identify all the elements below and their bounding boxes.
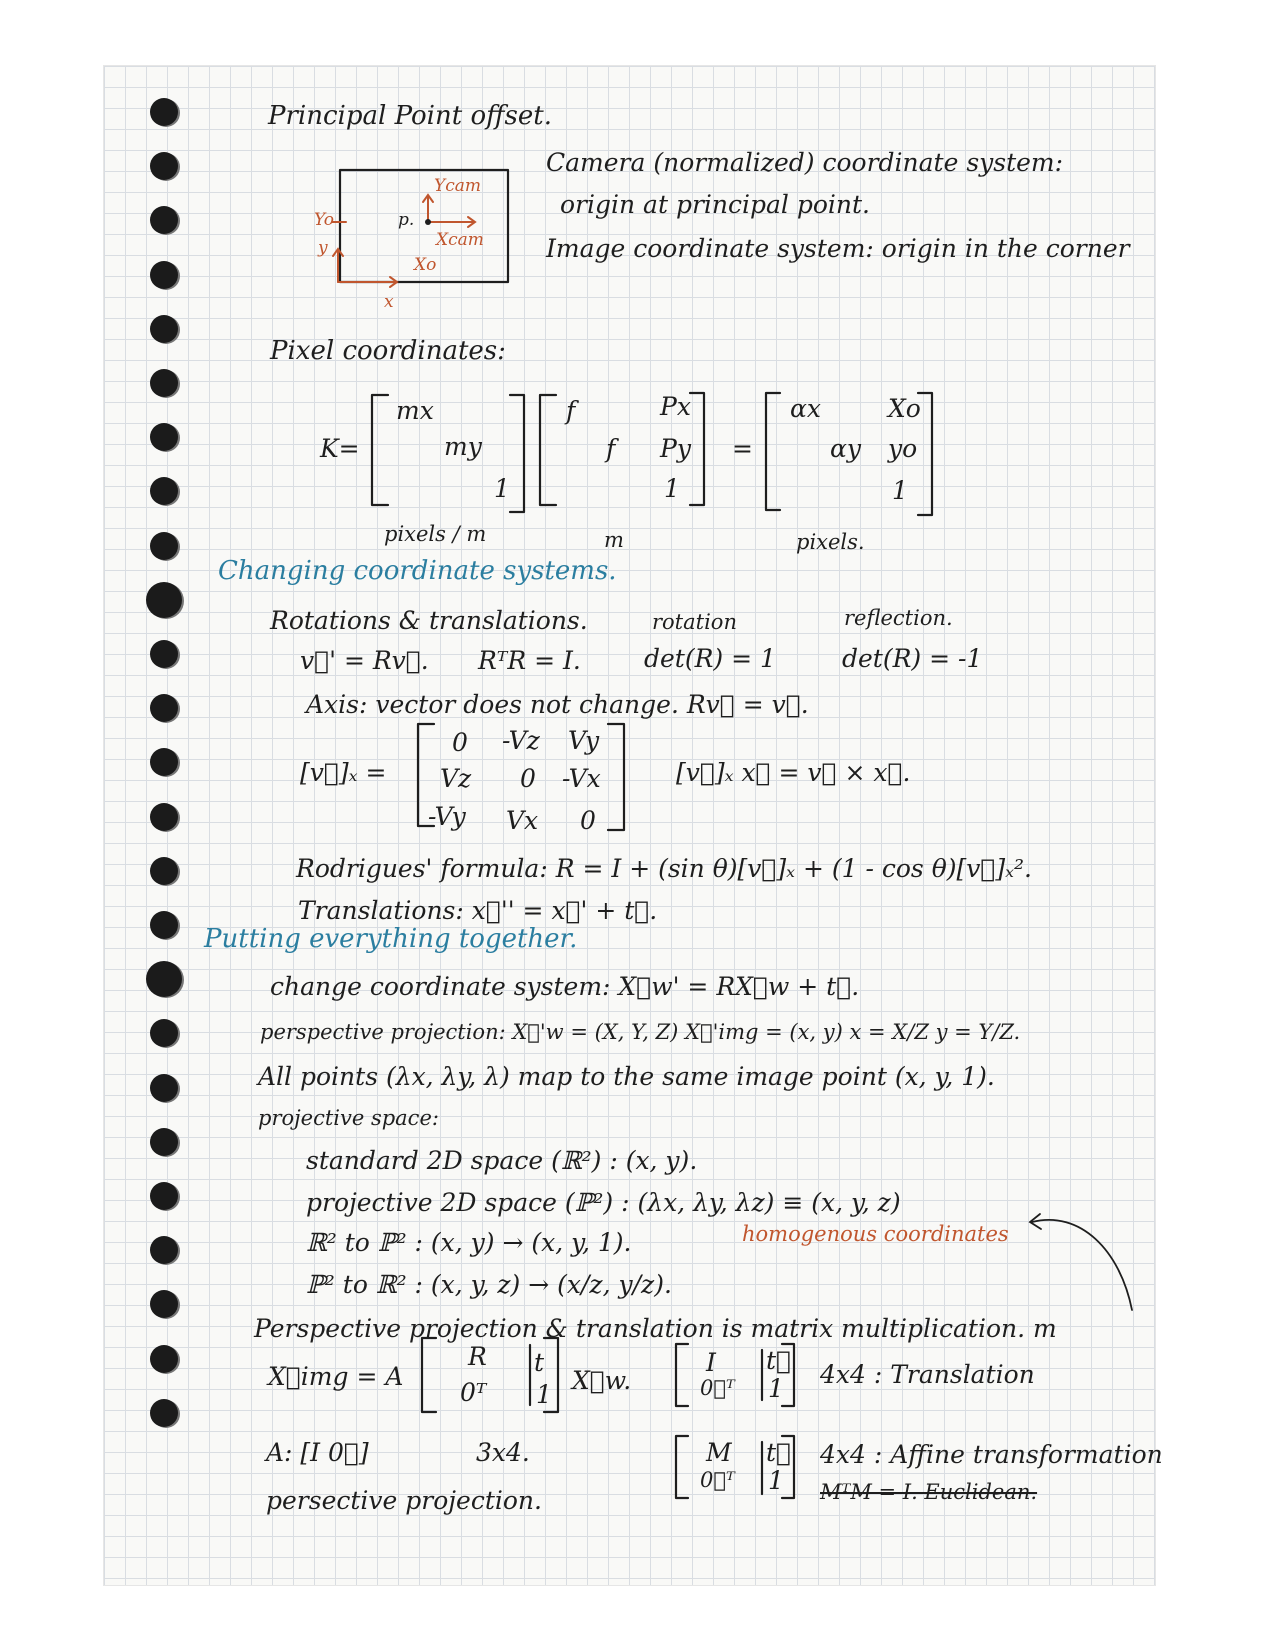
equals-sign: =: [732, 434, 753, 463]
eq-rotation: v⃗' = Rv⃗.: [300, 646, 429, 675]
note-all-points: All points (λx, λy, λ) map to the same image point (x, y, 1).: [258, 1062, 995, 1091]
note-camera-coords: Camera (normalized) coordinate system:: [546, 148, 1064, 177]
eq-a-definition: A: [I 0⃗]: [266, 1438, 369, 1467]
bracket: [676, 1436, 688, 1498]
diagram-label-x: x: [384, 292, 394, 312]
matrix-cell: Py: [660, 434, 691, 463]
k-label: K=: [320, 434, 360, 463]
matrix-cell: t: [534, 1348, 545, 1377]
matrix-cell: -Vz: [502, 726, 540, 755]
note-projective-space: projective space:: [258, 1106, 439, 1130]
diagram-label-xcam: Xcam: [436, 230, 484, 250]
bracket: [372, 395, 388, 505]
matrix-cell: Xo: [888, 394, 921, 423]
diagram-label-ycam: Ycam: [434, 176, 481, 196]
eq-det-reflection: det(R) = -1: [842, 644, 983, 673]
matrix-cell: 0: [452, 728, 468, 757]
matrix-cell: f: [606, 434, 616, 463]
bracket: [766, 393, 780, 510]
matrix-cell: 1: [494, 474, 510, 503]
matrix-cell: 1: [536, 1380, 552, 1409]
diagram-label-p: p.: [398, 210, 415, 230]
matrix-cell: -Vy: [428, 802, 466, 831]
note-standard-2d: standard 2D space (ℝ²) : (x, y).: [306, 1146, 698, 1175]
matrix-cell: Vy: [568, 726, 600, 755]
note-a-dim: 3x4.: [476, 1438, 530, 1467]
matrix-cell: Px: [660, 392, 691, 421]
matrix-cell: Vz: [440, 764, 472, 793]
eq-cross-product: [v⃗]ₓ x⃗ = v⃗ × x⃗.: [676, 758, 911, 787]
eq-orthogonal: RᵀR = I.: [478, 646, 581, 675]
matrix-cell: I: [706, 1348, 716, 1377]
matrix-cell: t⃗: [766, 1438, 792, 1467]
note-projective-2d: projective 2D space (ℙ²) : (λx, λy, λz) ≡ (x, y, z): [306, 1188, 901, 1217]
note-axis: Axis: vector does not change. Rv⃗ = v⃗.: [306, 690, 809, 719]
note-origin-principal: origin at principal point.: [560, 190, 870, 219]
matrix-cell: 0⃗ᵀ: [700, 1468, 735, 1492]
bracket: [510, 395, 524, 512]
unit-m: m: [604, 528, 624, 552]
bracket: [690, 393, 704, 505]
matrix-cell: 0⃗ᵀ: [700, 1376, 735, 1400]
bracket: [676, 1344, 688, 1406]
heading-changing-coordinate-systems: Changing coordinate systems.: [218, 556, 617, 586]
matrix-cell: 0ᵀ: [460, 1378, 487, 1407]
diagram-label-y: y: [318, 238, 328, 258]
matrix-cell: M: [706, 1438, 732, 1467]
matrix-cell: yo: [888, 434, 918, 463]
unit-pixels-per-m: pixels / m: [384, 522, 487, 546]
label-homogenous-coordinates: homogenous coordinates: [742, 1222, 1009, 1246]
cross-matrix-label: [v⃗]ₓ =: [300, 758, 387, 787]
note-translation: 4x4 : Translation: [820, 1360, 1035, 1389]
matrix-cell: αx: [790, 394, 821, 423]
note-p2-to-r2: ℙ² to ℝ² : (x, y, z) → (x/z, y/z).: [306, 1270, 672, 1299]
note-perspective-projection-a: persective projection.: [266, 1486, 542, 1515]
matrix-cell: mx: [396, 396, 434, 425]
matrix-cell: Vx: [506, 806, 539, 835]
section-title-pixel-coords: Pixel coordinates:: [270, 336, 506, 366]
unit-pixels: pixels.: [796, 530, 865, 554]
bracket: [608, 724, 624, 830]
matrix-cell: 0: [580, 806, 596, 835]
label-rotation: rotation: [652, 610, 737, 634]
heading-putting-together: Putting everything together.: [204, 924, 578, 954]
matrix-cell: 1: [768, 1466, 784, 1495]
note-rotations-translations: Rotations & translations.: [270, 606, 588, 635]
matrix-cell: 0: [520, 764, 536, 793]
note-image-coords: Image coordinate system: origin in the corner: [546, 234, 1130, 263]
matrix-cell: my: [444, 432, 482, 461]
eq-ximg: X⃗img = A: [268, 1362, 404, 1391]
matrix-cell: R: [468, 1342, 487, 1371]
eq-xw: X⃗w.: [572, 1366, 632, 1395]
note-affine: 4x4 : Affine transformation: [820, 1440, 1163, 1469]
note-struck-euclidean: MᵀM = I. Euclidean.: [820, 1480, 1038, 1504]
diagram-label-xo: Xo: [414, 255, 437, 275]
matrix-cell: t⃗: [766, 1346, 792, 1375]
matrix-cell: 1: [768, 1374, 784, 1403]
section-title-principal-point: Principal Point offset.: [268, 101, 552, 131]
matrix-cell: f: [566, 396, 576, 425]
bracket: [422, 1338, 436, 1412]
label-reflection: reflection.: [844, 606, 953, 630]
note-r2-to-p2: ℝ² to ℙ² : (x, y) → (x, y, 1).: [306, 1228, 632, 1257]
bracket: [540, 395, 556, 505]
annotation-arrow: [1032, 1220, 1132, 1310]
eq-translations: Translations: x⃗'' = x⃗' + t⃗.: [298, 896, 658, 925]
matrix-cell: 1: [892, 476, 908, 505]
matrix-cell: αy: [830, 434, 862, 463]
diagram-label-yo: Yo: [314, 210, 334, 230]
note-change-coords: change coordinate system: X⃗w' = RX⃗w + t⃗.: [270, 972, 860, 1001]
matrix-cell: 1: [664, 474, 680, 503]
note-perspective-projection: perspective projection: X⃗'w = (X, Y, Z) X⃗'img = (x, y) x = X/Z y = Y/Z.: [260, 1020, 1021, 1044]
matrix-cell: -Vx: [562, 764, 601, 793]
eq-rodrigues: Rodrigues' formula: R = I + (sin θ)[v⃗]ₓ + (1 - cos θ)[v⃗]ₓ².: [296, 854, 1032, 883]
note-matrix-multiplication: Perspective projection & translation is matrix multiplication. m: [254, 1314, 1057, 1343]
eq-det-rotation: det(R) = 1: [644, 644, 776, 673]
